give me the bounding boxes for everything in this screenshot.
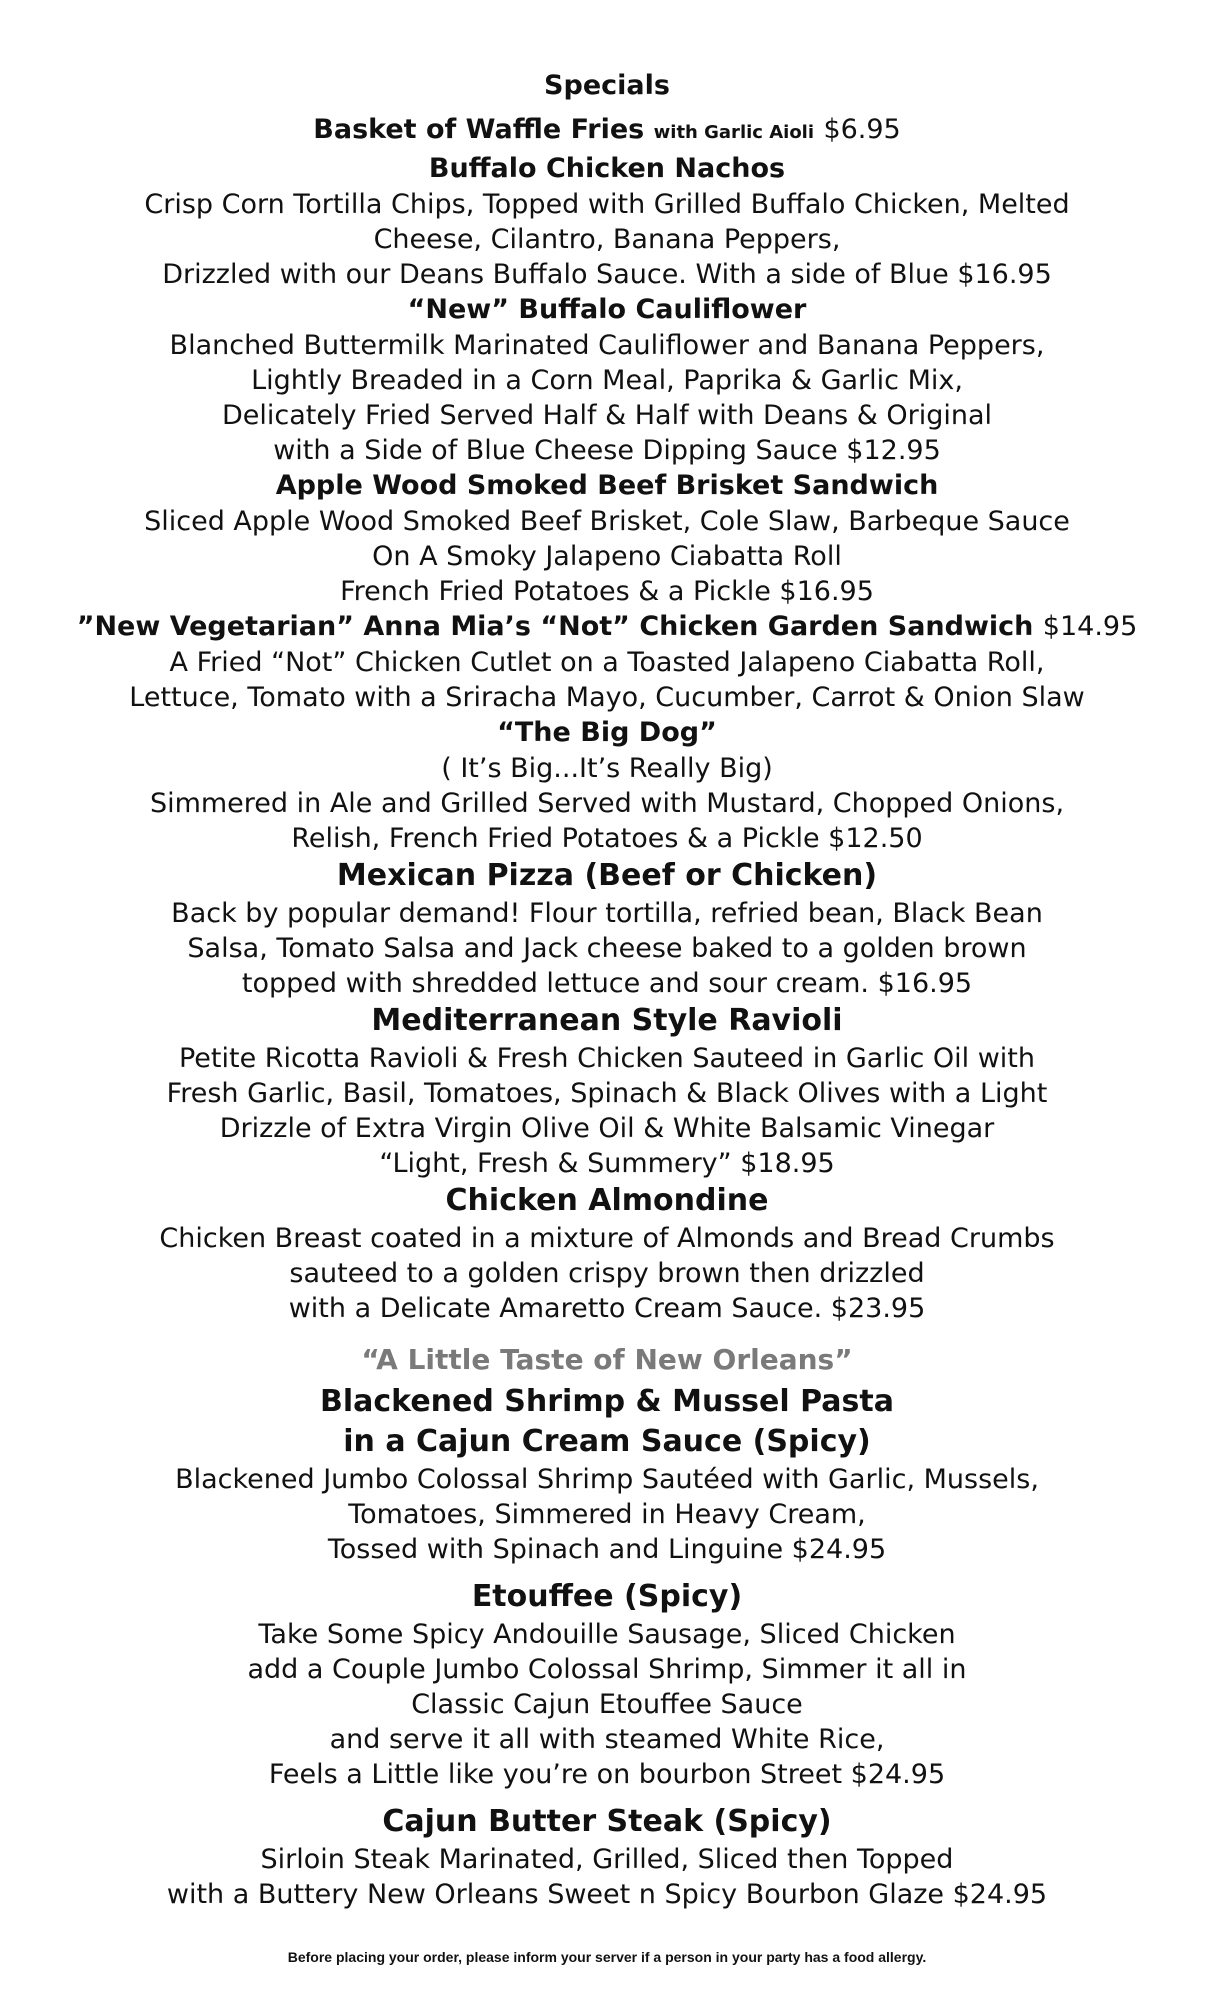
item-desc-line: Drizzle of Extra Virgin Olive Oil & White Balsamic Vinegar — [219, 1113, 995, 1144]
item-name: Blackened Shrimp & Mussel Pasta — [320, 1384, 894, 1419]
item-desc-line: Take Some Spicy Andouille Sausage, Sliced Chicken — [258, 1619, 956, 1650]
item-name: Chicken Almondine — [445, 1183, 769, 1218]
item-price: $14.95 — [1042, 611, 1138, 642]
item-name: “The Big Dog” — [497, 717, 717, 748]
menu-item — [0, 468, 1214, 609]
menu-body — [0, 112, 1214, 1912]
item-desc-line: On A Smoky Jalapeno Ciabatta Roll — [372, 541, 842, 572]
menu-item — [0, 1802, 1214, 1912]
item-desc-line: Lettuce, Tomato with a Sriracha Mayo, Cucumber, Carrot & Onion Slaw — [129, 682, 1085, 713]
item-desc-line: with a Side of Blue Cheese Dipping Sauce $12.95 — [273, 435, 941, 466]
item-desc-line: Cheese, Cilantro, Banana Peppers, — [373, 224, 841, 255]
section-heading: “A Little Taste of New Orleans” — [361, 1343, 853, 1376]
item-desc-line: Relish, French Fried Potatoes & a Pickle $12.50 — [291, 823, 923, 854]
menu-item — [0, 609, 1214, 715]
item-name — [0, 112, 1214, 151]
item-title: ”New Vegetarian” Anna Mia’s “Not” Chicken Garden Sandwich — [76, 611, 1034, 642]
menu-item — [0, 715, 1214, 856]
menu-item — [0, 1577, 1214, 1792]
item-desc-line: A Fried “Not” Chicken Cutlet on a Toasted Jalapeno Ciabatta Roll, — [169, 647, 1045, 678]
menu-title: Specials — [544, 70, 670, 101]
item-desc-line: ( It’s Big...It’s Really Big) — [441, 753, 773, 784]
new-orleans-section — [0, 1340, 1214, 1912]
menu-item — [0, 151, 1214, 292]
item-desc-line: Chicken Breast coated in a mixture of Almonds and Bread Crumbs — [159, 1223, 1055, 1254]
item-name: Cajun Butter Steak (Spicy) — [382, 1804, 832, 1839]
item-name: Mediterranean Style Ravioli — [371, 1003, 843, 1038]
item-desc-line: Lightly Breaded in a Corn Meal, Paprika & Garlic Mix, — [251, 365, 963, 396]
item-desc-line: Blanched Buttermilk Marinated Cauliflower and Banana Peppers, — [169, 330, 1045, 361]
item-desc-line: Tossed with Spinach and Linguine $24.95 — [327, 1534, 887, 1565]
item-desc-line: with a Delicate Amaretto Cream Sauce. $23.95 — [288, 1293, 926, 1324]
item-desc-line: with a Buttery New Orleans Sweet n Spicy Bourbon Glaze $24.95 — [166, 1879, 1048, 1910]
spacer — [0, 1792, 1214, 1802]
item-desc-line: Crisp Corn Tortilla Chips, Topped with Grilled Buffalo Chicken, Melted — [144, 189, 1070, 220]
item-title: Basket of Waffle Fries — [313, 114, 645, 145]
menu-item — [0, 856, 1214, 1001]
item-price: $6.95 — [823, 114, 901, 145]
item-desc-line: Tomatoes, Simmered in Heavy Cream, — [348, 1499, 866, 1530]
item-name-suffix: with Garlic Aioli — [653, 122, 815, 143]
item-desc-line: Classic Cajun Etouffee Sauce — [411, 1689, 803, 1720]
item-name: in a Cajun Cream Sauce (Spicy) — [343, 1424, 871, 1459]
item-name: Buffalo Chicken Nachos — [428, 153, 786, 184]
item-name: “New” Buffalo Cauliflower — [407, 294, 807, 325]
item-name — [0, 609, 1214, 645]
item-desc-line: Blackened Jumbo Colossal Shrimp Sautéed with Garlic, Mussels, — [175, 1464, 1039, 1495]
menu-item — [0, 292, 1214, 468]
menu-item — [0, 1181, 1214, 1326]
item-desc-line: French Fried Potatoes & a Pickle $16.95 — [340, 576, 874, 607]
item-desc-line: Back by popular demand! Flour tortilla, refried bean, Black Bean — [171, 898, 1043, 929]
item-desc-line: Fresh Garlic, Basil, Tomatoes, Spinach & Black Olives with a Light — [166, 1078, 1048, 1109]
item-desc-line: Sirloin Steak Marinated, Grilled, Sliced then Topped — [260, 1844, 954, 1875]
menu-item — [0, 1001, 1214, 1181]
item-name: Apple Wood Smoked Beef Brisket Sandwich — [275, 470, 939, 501]
menu-item — [0, 112, 1214, 151]
item-desc-line: Sliced Apple Wood Smoked Beef Brisket, Cole Slaw, Barbeque Sauce — [144, 506, 1070, 537]
spacer — [0, 1567, 1214, 1577]
menu-item — [0, 1382, 1214, 1567]
item-desc-line: topped with shredded lettuce and sour cream. $16.95 — [241, 968, 973, 999]
item-desc-line: “Light, Fresh & Summery” $18.95 — [379, 1148, 835, 1179]
item-desc-line: sauteed to a golden crispy brown then drizzled — [289, 1258, 925, 1289]
item-desc-line: Drizzled with our Deans Buffalo Sauce. With a side of Blue $16.95 — [162, 259, 1052, 290]
item-desc-line: Delicately Fried Served Half & Half with Deans & Original — [221, 400, 993, 431]
item-desc-line: add a Couple Jumbo Colossal Shrimp, Simmer it all in — [247, 1654, 967, 1685]
item-desc-line: and serve it all with steamed White Rice, — [329, 1724, 885, 1755]
item-name: Mexican Pizza (Beef or Chicken) — [336, 858, 878, 893]
item-name: Etouffee (Spicy) — [471, 1579, 743, 1614]
allergy-notice: Before placing your order, please inform your server if a person in your party has a food allergy. — [287, 1949, 927, 1965]
item-desc-line: Feels a Little like you’re on bourbon Street $24.95 — [268, 1759, 946, 1790]
item-desc-line: Salsa, Tomato Salsa and Jack cheese baked to a golden brown — [187, 933, 1027, 964]
item-desc-line: Simmered in Ale and Grilled Served with Mustard, Chopped Onions, — [149, 788, 1065, 819]
item-desc-line: Petite Ricotta Ravioli & Fresh Chicken Sauteed in Garlic Oil with — [178, 1043, 1036, 1074]
